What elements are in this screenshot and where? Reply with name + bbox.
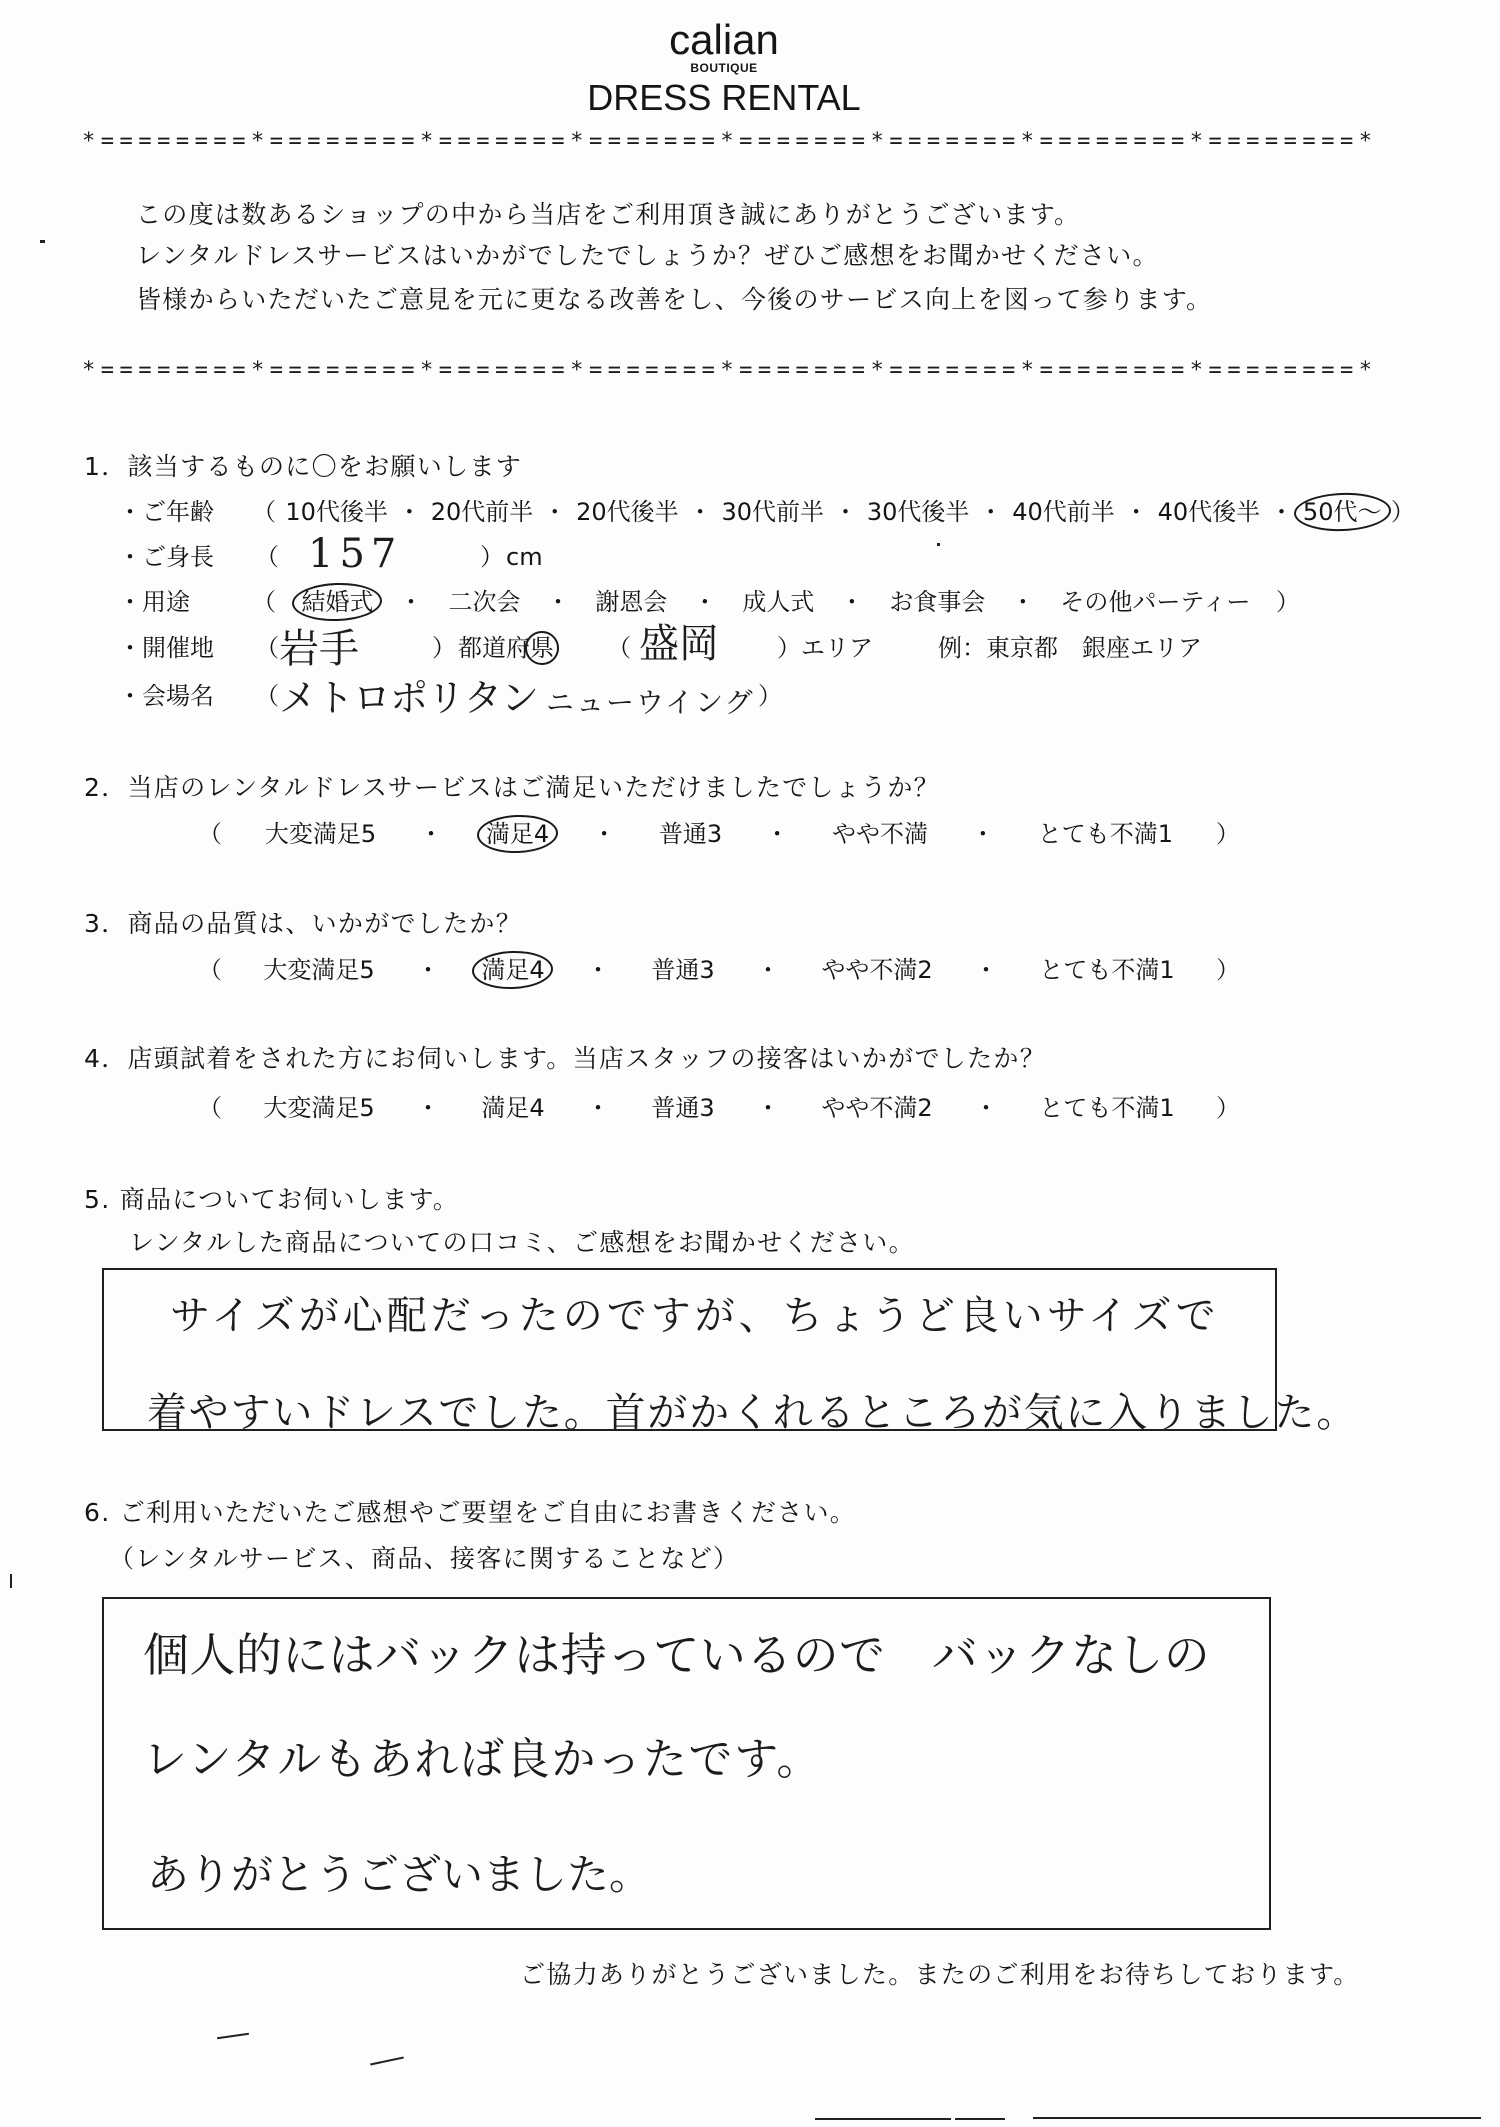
purpose-option: 二次会 <box>448 588 521 616</box>
separator-dot: ・ <box>397 498 422 526</box>
height-label: ・ご身長 <box>118 543 214 571</box>
purpose-option: その他パーティー <box>1060 588 1251 616</box>
prefecture-type-option: 都 <box>458 634 482 662</box>
close-paren: ） <box>480 543 504 571</box>
open-paren: （ <box>252 588 276 616</box>
prefecture-type-option: 府 <box>506 634 530 662</box>
open-paren: （ <box>607 634 631 662</box>
separator-dot: ・ <box>542 498 567 526</box>
q6-answer-line: レンタルもあれば良かったです。 <box>143 1734 823 1785</box>
separator-dot: ・ <box>974 1094 998 1122</box>
q6-answer-line: ありがとうございました。 <box>147 1850 652 1899</box>
q2-rating-options <box>198 817 1240 851</box>
age-option: 10代後半 <box>285 498 388 526</box>
close-paren: ） <box>1390 498 1415 526</box>
purpose-option: お食事会 <box>889 588 986 616</box>
separator-dot: ・ <box>1269 498 1294 526</box>
age-label: ・ご年齢 <box>118 498 214 526</box>
close-paren: ） <box>432 634 456 662</box>
rating-option: やや不満 <box>831 820 928 848</box>
separator-dot: ・ <box>839 588 864 616</box>
q5-answer-line: サイズが心配だったのですが、ちょうど良いサイズで <box>170 1293 1220 1339</box>
prefecture-answer: 岩手 <box>279 626 359 672</box>
open-paren: （ <box>198 820 222 848</box>
close-paren: ） <box>1275 588 1300 616</box>
rating-option: 普通3 <box>651 1094 715 1122</box>
separator-dot: ・ <box>756 956 780 984</box>
venue-answer-sub: ニューウイング <box>546 686 755 719</box>
question-6-title: 6. ご利用いただいたご感想やご要望をご自由にお書きください。 <box>84 1498 857 1527</box>
age-option: 20代後半 <box>576 498 679 526</box>
scan-edge-line <box>815 2118 951 2120</box>
scan-speck <box>40 240 45 243</box>
area-answer: 盛岡 <box>639 621 719 667</box>
location-label: ・開催地 <box>118 634 214 662</box>
question-4-title: 4．店頭試着をされた方にお伺いします。当店スタッフの接客はいかがでしたか？ <box>84 1044 1047 1073</box>
prefecture-type-option: 道 <box>482 634 506 662</box>
q6-answer-line: 個人的にはバックは持っているので バックなしの <box>143 1628 1211 1682</box>
prefecture-type-options <box>458 631 554 665</box>
separator-text: *========*========*=======*=======*=======*=======*========*========* <box>82 358 1372 383</box>
separator-text: *========*========*=======*=======*=======*=======*========*========* <box>82 129 1372 154</box>
purpose-option: 結婚式 <box>301 585 373 619</box>
rating-option: 大変満足5 <box>263 956 375 984</box>
closing-message: ご協力ありがとうございました。またのご利用をお待ちしております。 <box>520 1960 1360 1989</box>
separator-dot: ・ <box>833 498 858 526</box>
area-label: エリア <box>801 634 873 662</box>
open-paren: （ <box>198 956 222 984</box>
rating-option: やや不満2 <box>821 956 933 984</box>
separator-dot: ・ <box>592 820 617 848</box>
separator-dot: ・ <box>416 1094 440 1122</box>
brand-name: calian <box>669 16 779 63</box>
separator-dot: ・ <box>586 1094 610 1122</box>
close-paren: ） <box>777 634 801 662</box>
intro-line: 皆様からいただいたご意見を元に更なる改善をし、今後のサービス向上を図って参ります。 <box>136 285 1213 314</box>
separator-top <box>82 127 1382 155</box>
rating-option: 満足4 <box>481 953 544 987</box>
scan-speck <box>10 1574 12 1588</box>
purpose-option: 成人式 <box>742 588 815 616</box>
age-option: 40代後半 <box>1157 498 1261 526</box>
prefecture-type-option: 県 <box>530 631 554 665</box>
separator-dot: ・ <box>1010 588 1035 616</box>
separator-dot: ・ <box>692 588 717 616</box>
rating-option: とても不満1 <box>1039 1094 1175 1122</box>
rating-option: 普通3 <box>651 956 715 984</box>
q4-rating-options <box>198 1091 1240 1125</box>
separator-dot: ・ <box>586 956 610 984</box>
close-paren: ） <box>758 682 782 710</box>
question-2-title: 2．当店のレンタルドレスサービスはご満足いただけましたでしょうか？ <box>84 773 940 802</box>
rating-option: とても不満1 <box>1039 956 1175 984</box>
separator-bottom <box>82 356 1382 384</box>
intro-line: この度は数あるショップの中から当店をご利用頂き誠にありがとうございます。 <box>136 200 1081 229</box>
purpose-options <box>252 585 1300 619</box>
venue-label: ・会場名 <box>118 682 214 710</box>
rating-option: 普通3 <box>658 820 723 848</box>
purpose-label: ・用途 <box>118 588 190 616</box>
open-paren: （ <box>252 498 276 526</box>
separator-dot: ・ <box>765 820 790 848</box>
height-answer: 157 <box>308 531 403 577</box>
close-paren: ） <box>1216 956 1240 984</box>
age-options <box>252 495 1415 529</box>
separator-dot: ・ <box>545 588 570 616</box>
separator-dot: ・ <box>978 498 1003 526</box>
age-option: 20代前半 <box>430 498 534 526</box>
open-paren: （ <box>255 634 279 662</box>
rating-option: 大変満足5 <box>264 820 377 848</box>
brand-subtitle: BOUTIQUE <box>690 61 758 75</box>
question-5-title: 5. 商品についてお伺いします。 <box>84 1185 460 1214</box>
separator-dot: ・ <box>1124 498 1149 526</box>
location-example: 例：東京都 銀座エリア <box>938 634 1202 662</box>
separator-dot: ・ <box>970 820 995 848</box>
document-title: DRESS RENTAL <box>587 77 861 118</box>
rating-option: やや不満2 <box>821 1094 933 1122</box>
age-option: 40代前半 <box>1012 498 1115 526</box>
rating-option: 満足4 <box>486 817 549 851</box>
venue-answer-main: メトロポリタン <box>279 676 539 720</box>
rating-option: 大変満足5 <box>263 1094 375 1122</box>
height-unit: cm <box>506 543 543 571</box>
separator-dot: ・ <box>756 1094 780 1122</box>
separator-dot: ・ <box>974 956 998 984</box>
intro-line: レンタルドレスサービスはいかがでしたでしょうか？ぜひご感想をお聞かせください。 <box>136 241 1159 270</box>
separator-dot: ・ <box>416 956 440 984</box>
purpose-option: 謝恩会 <box>595 588 668 616</box>
close-paren: ） <box>1216 1094 1240 1122</box>
q3-rating-options <box>198 953 1240 987</box>
q5-answer-line: 着やすいドレスでした。首がかくれるところが気に入りました。 <box>147 1390 1358 1436</box>
open-paren: （ <box>255 682 279 710</box>
scan-edge-line <box>1033 2117 1481 2119</box>
scan-edge-line <box>955 2118 1005 2120</box>
age-option: 30代前半 <box>721 498 825 526</box>
question-1-title: 1．該当するものに〇をお願いします <box>84 452 523 481</box>
separator-dot: ・ <box>688 498 713 526</box>
open-paren: （ <box>198 1094 222 1122</box>
separator-dot: ・ <box>398 588 423 616</box>
scan-speck <box>370 2056 404 2065</box>
scan-speck <box>937 543 940 546</box>
separator-dot: ・ <box>419 820 444 848</box>
scan-speck <box>217 2033 249 2039</box>
close-paren: ） <box>1215 820 1240 848</box>
rating-option: 満足4 <box>481 1094 545 1122</box>
question-6-subtitle: （レンタルサービス、商品、接客に関することなど） <box>109 1544 740 1573</box>
open-paren: （ <box>255 543 279 571</box>
rating-option: とても不満1 <box>1037 820 1173 848</box>
age-option: 50代～ <box>1303 495 1382 529</box>
question-5-subtitle: レンタルした商品についての口コミ、ご感想をお聞かせください。 <box>129 1228 915 1257</box>
age-option: 30代後半 <box>866 498 970 526</box>
question-3-title: 3．商品の品質は、いかがでしたか？ <box>84 909 523 938</box>
